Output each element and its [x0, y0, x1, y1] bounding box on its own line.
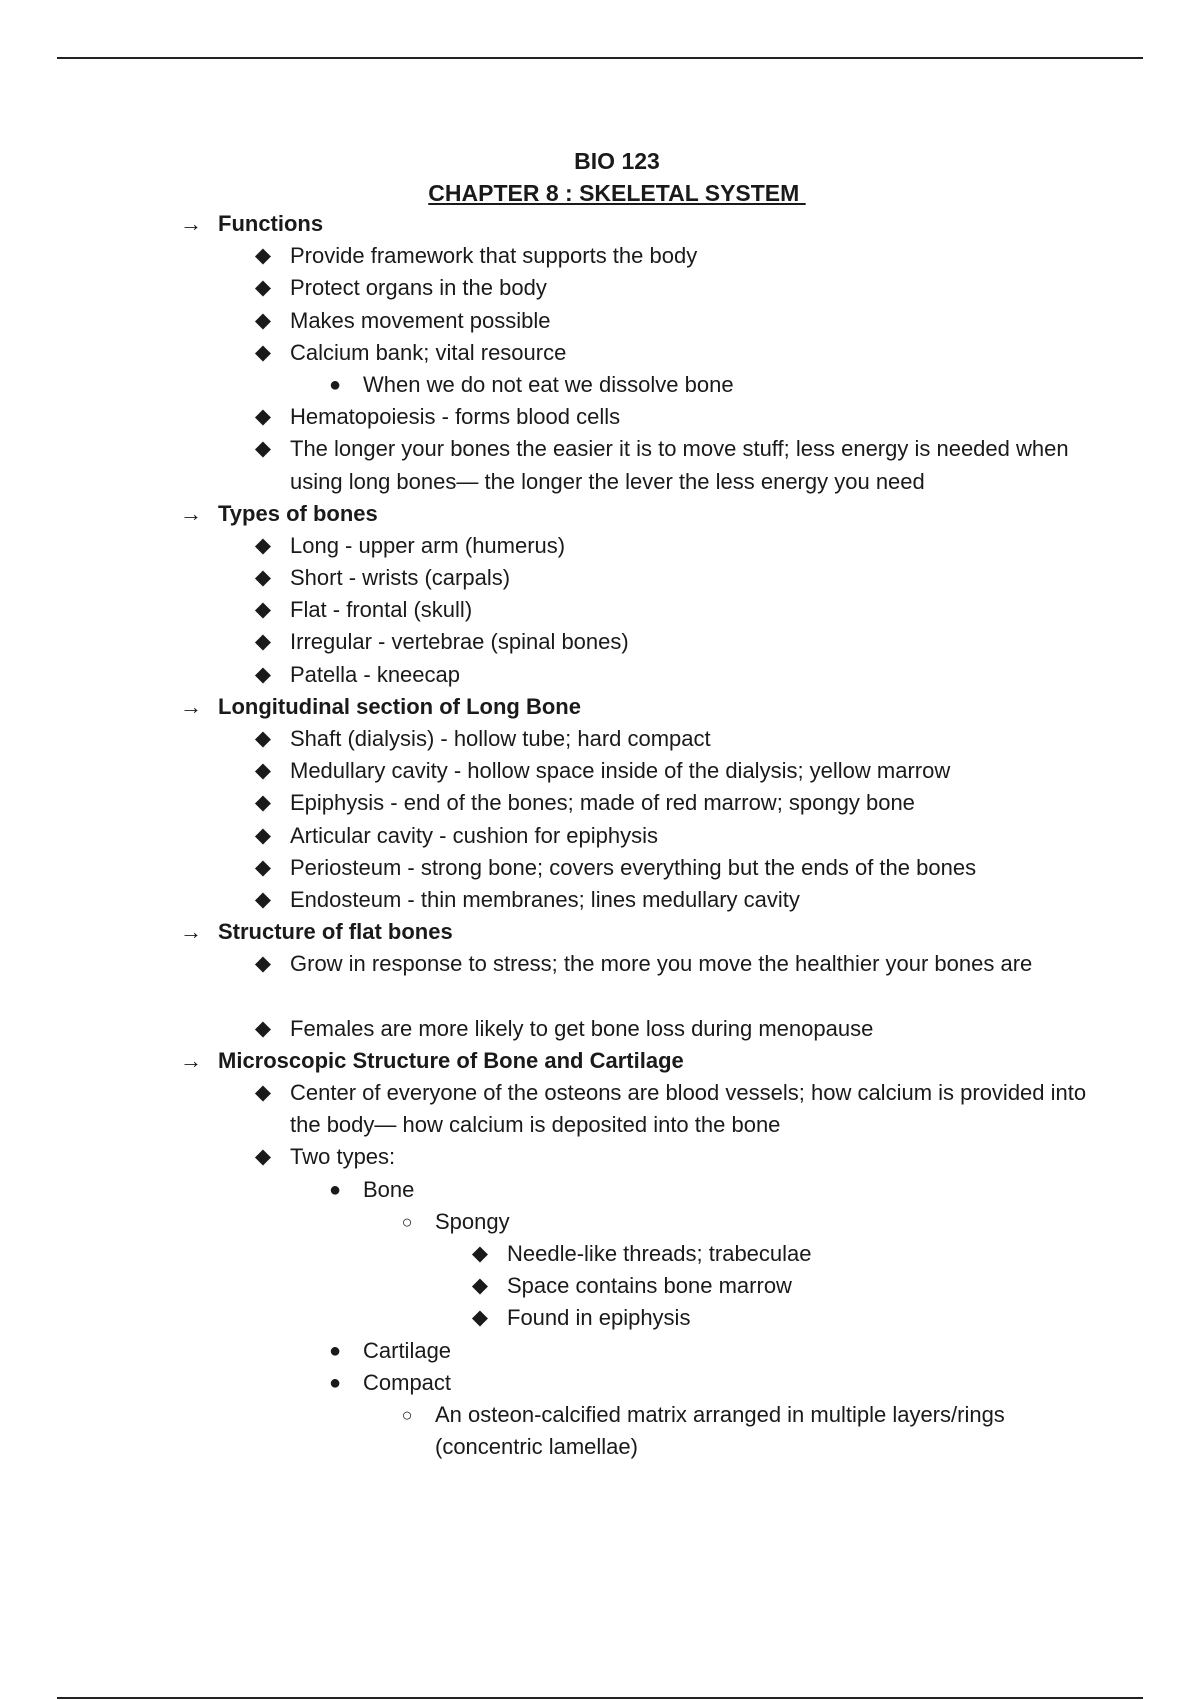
notes-outline — [0, 208, 1200, 1463]
list-item — [0, 530, 1200, 562]
arrow-icon: → — [180, 500, 202, 526]
arrow-icon: → — [180, 919, 202, 945]
list-item — [0, 1141, 1200, 1173]
diamond-bullet-icon: ◆ — [254, 244, 272, 268]
diamond-bullet-icon: ◆ — [254, 533, 272, 557]
list-item-text: Center of everyone of the osteons are blood vessels; how calcium is provided into the body— how calcium is deposited into the bone — [290, 1080, 1087, 1138]
list-item-text: Cartilage — [363, 1337, 452, 1363]
diamond-bullet-icon: ◆ — [254, 887, 272, 911]
list-item — [0, 787, 1200, 819]
list-item-text: Two types: — [290, 1144, 396, 1170]
bullet-icon: ● — [328, 1371, 342, 1394]
arrow-icon: → — [180, 693, 202, 719]
diamond-bullet-icon: ◆ — [254, 566, 272, 590]
list-item-text: Space contains bone marrow — [507, 1273, 792, 1299]
diamond-bullet-icon: ◆ — [254, 340, 272, 364]
list-item-text: Grow in response to stress; the more you move the healthier your bones are — [290, 951, 1033, 977]
list-item — [0, 1013, 1200, 1045]
list-item-text: Makes movement possible — [290, 307, 551, 333]
bullet-icon: ● — [328, 1339, 342, 1362]
diamond-bullet-icon: ◆ — [254, 791, 272, 815]
arrow-icon: → — [180, 211, 202, 236]
list-item-text: Periosteum - strong bone; covers everything but the ends of the bones — [290, 854, 977, 880]
diamond-bullet-icon: ◆ — [254, 308, 272, 332]
list-item — [0, 723, 1200, 755]
section-heading-functions — [0, 208, 1200, 240]
top-rule — [57, 57, 1143, 59]
diamond-bullet-icon: ◆ — [254, 952, 272, 976]
list-item-text: Endosteum - thin membranes; lines medullary cavity — [290, 886, 800, 912]
diamond-bullet-icon: ◆ — [254, 276, 272, 300]
list-item-text: Found in epiphysis — [507, 1305, 691, 1331]
chapter-title: CHAPTER 8 : SKELETAL SYSTEM — [428, 180, 806, 206]
list-item-text: Patella - kneecap — [290, 661, 460, 687]
diamond-bullet-icon: ◆ — [254, 823, 272, 847]
list-item-text: Needle-like threads; trabeculae — [507, 1241, 812, 1267]
list-item — [0, 594, 1200, 626]
list-item-text: Shaft (dialysis) - hollow tube; hard compact — [290, 726, 711, 752]
list-item — [0, 272, 1200, 304]
list-item-text: Provide framework that supports the body — [290, 243, 698, 269]
bullet-icon: ● — [328, 1178, 342, 1201]
list-item — [0, 1270, 1200, 1302]
heading-text: Types of bones — [218, 500, 378, 526]
list-item — [0, 1238, 1200, 1270]
list-item — [0, 1302, 1200, 1334]
list-item-text: Flat - frontal (skull) — [290, 597, 473, 623]
section-heading-flat — [0, 916, 1200, 948]
heading-text: Functions — [218, 211, 324, 236]
diamond-bullet-icon: ◆ — [254, 405, 272, 429]
list-item-text: Epiphysis - end of the bones; made of red marrow; spongy bone — [290, 790, 915, 816]
diamond-bullet-icon: ◆ — [471, 1242, 489, 1266]
list-item — [0, 401, 1200, 433]
list-item — [0, 240, 1200, 272]
diamond-bullet-icon: ◆ — [254, 630, 272, 654]
list-item — [0, 369, 1200, 401]
list-item — [0, 1077, 1200, 1141]
list-item — [0, 755, 1200, 787]
bullet-icon: ● — [328, 373, 342, 396]
diamond-bullet-icon: ◆ — [254, 437, 272, 461]
diamond-bullet-icon: ◆ — [254, 1145, 272, 1169]
list-item-text: The longer your bones the easier it is to move stuff; less energy is needed when using long bones— the longer the lever the less energy you need — [290, 436, 1069, 494]
diamond-bullet-icon: ◆ — [254, 1016, 272, 1040]
list-item-text: Spongy — [435, 1208, 510, 1234]
hollow-bullet-icon: ○ — [401, 1211, 413, 1232]
list-item-text: An osteon-calcified matrix arranged in multiple layers/rings (concentric lamellae) — [435, 1401, 1005, 1460]
hollow-bullet-icon: ○ — [401, 1404, 413, 1425]
list-item — [0, 852, 1200, 884]
list-item — [0, 337, 1200, 369]
list-item — [0, 1206, 1200, 1238]
list-item — [0, 659, 1200, 691]
arrow-icon: → — [180, 1047, 202, 1073]
diamond-bullet-icon: ◆ — [471, 1306, 489, 1330]
course-title: BIO 123 — [574, 148, 660, 174]
list-item — [0, 884, 1200, 916]
list-item — [0, 562, 1200, 594]
list-item-text: Calcium bank; vital resource — [290, 339, 567, 365]
section-heading-types — [0, 498, 1200, 530]
section-heading-longitudinal — [0, 691, 1200, 723]
diamond-bullet-icon: ◆ — [254, 855, 272, 879]
list-item-text: When we do not eat we dissolve bone — [363, 371, 734, 397]
diamond-bullet-icon: ◆ — [471, 1274, 489, 1298]
list-item-text: Females are more likely to get bone loss during menopause — [290, 1015, 874, 1041]
diamond-bullet-icon: ◆ — [254, 1081, 272, 1105]
heading-text: Structure of flat bones — [218, 919, 453, 945]
list-item-text: Short - wrists (carpals) — [290, 565, 511, 591]
list-item-text: Medullary cavity - hollow space inside of the dialysis; yellow marrow — [290, 758, 951, 784]
list-item — [0, 626, 1200, 658]
list-item-text: Irregular - vertebrae (spinal bones) — [290, 629, 629, 655]
list-item — [0, 1174, 1200, 1206]
list-item — [0, 1399, 1200, 1463]
section-heading-microscopic — [0, 1045, 1200, 1077]
list-item-text: Compact — [363, 1369, 452, 1395]
diamond-bullet-icon: ◆ — [254, 662, 272, 686]
bottom-rule — [57, 1697, 1143, 1699]
list-item-text: Hematopoiesis - forms blood cells — [290, 404, 621, 430]
diamond-bullet-icon: ◆ — [254, 598, 272, 622]
list-item-text: Long - upper arm (humerus) — [290, 532, 566, 558]
diamond-bullet-icon: ◆ — [254, 759, 272, 783]
list-item-text: Articular cavity - cushion for epiphysis — [290, 822, 659, 848]
list-item — [0, 820, 1200, 852]
heading-text: Microscopic Structure of Bone and Cartilage — [218, 1047, 684, 1073]
list-item — [0, 1335, 1200, 1367]
list-item — [0, 433, 1200, 497]
heading-text: Longitudinal section of Long Bone — [218, 693, 581, 719]
list-item-text: Protect organs in the body — [290, 275, 547, 301]
list-item — [0, 948, 1200, 1012]
diamond-bullet-icon: ◆ — [254, 727, 272, 751]
list-item — [0, 1367, 1200, 1399]
list-item — [0, 305, 1200, 337]
list-item-text: Bone — [363, 1176, 415, 1202]
